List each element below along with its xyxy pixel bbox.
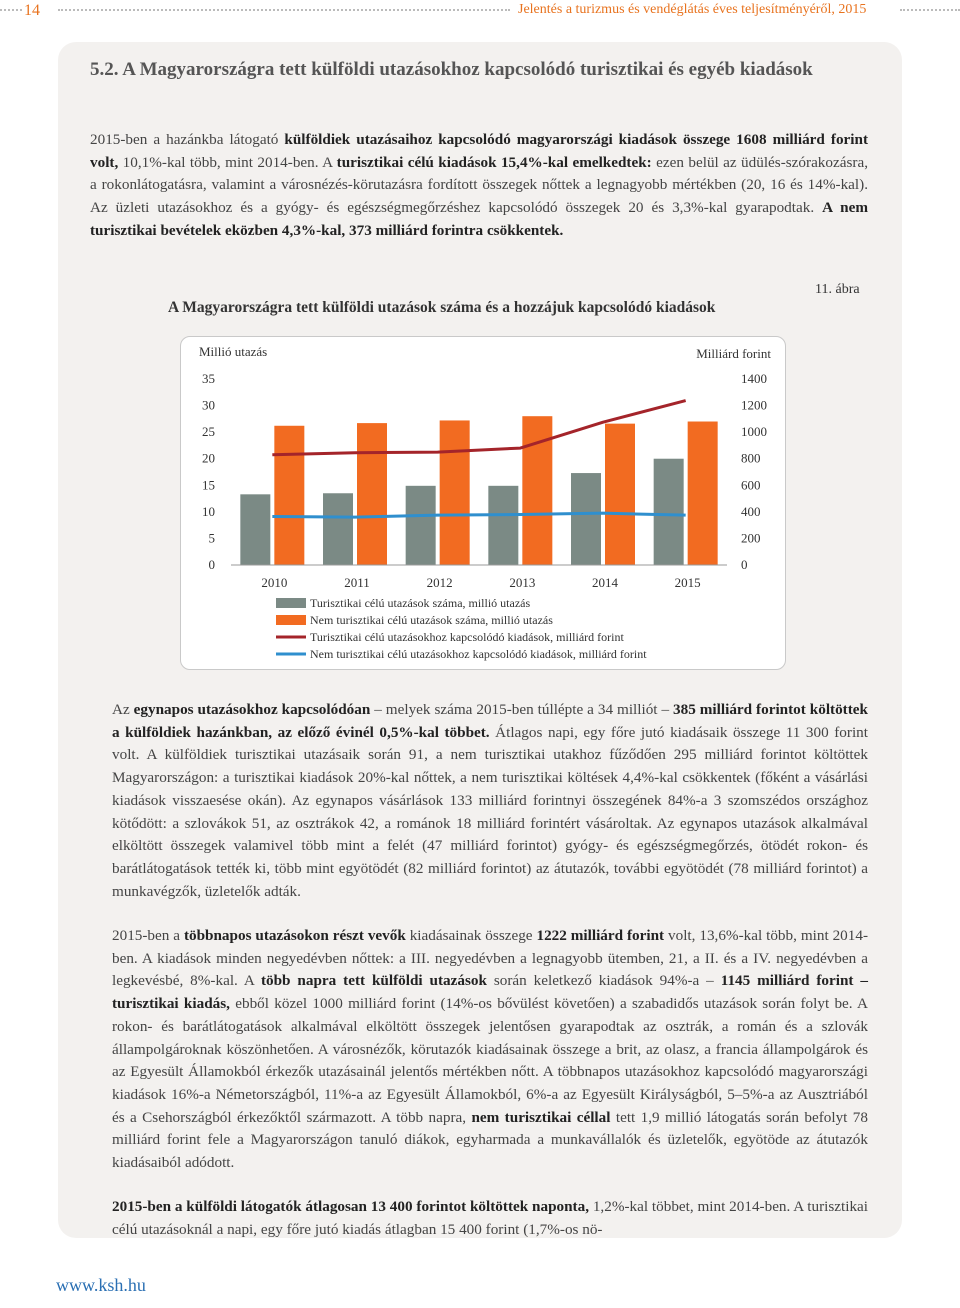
bar-tourist-trips: [488, 486, 518, 565]
y-left-tick-label: 35: [202, 371, 215, 386]
header-dots-right: [900, 9, 960, 11]
y-left-tick-label: 20: [202, 450, 215, 466]
x-tick-label: 2010: [261, 575, 288, 590]
section-title: 5.2. A Magyarországra tett külföldi utazásokhoz kapcsolódó turisztikai és egyéb kiadások: [90, 59, 813, 80]
y-axis-right-label: Milliárd forint: [696, 346, 771, 361]
y-right-tick-label: 1400: [741, 371, 767, 386]
bar-nontourist-trips: [440, 420, 470, 565]
y-left-tick-label: 0: [208, 557, 215, 572]
header-dots-middle: [58, 9, 510, 11]
running-title: Jelentés a turizmus és vendéglátás éves teljesítményéről, 2015: [518, 2, 867, 17]
intro-text-3: ezen belül az üdülés-szórakozásra, a rokonlátogatásra, valamint a városnézés-körutazásra fordított összegek nőttek a legnagyobb mértékben (20, 16 és 14%-kal). Az üzleti utazásokhoz és a gyógy- és egészségmegőrzéshez kapcsolódó összegek 20 és 3,3%-kal gyarapodtak.: [90, 153, 868, 217]
p2-bold-3: több napra tett külföldi utazások: [260, 972, 487, 990]
body-paragraph-2: [90, 925, 868, 1175]
body-paragraph-1: [90, 699, 868, 903]
legend-swatch-bar: [276, 615, 306, 625]
legend-label: Turisztikai célú utazásokhoz kapcsolódó kiadások, milliárd forint: [310, 630, 624, 644]
figure-title: A Magyarországra tett külföldi utazások száma és a hozzájuk kapcsolódó kiadások: [168, 299, 716, 316]
legend-label: Nem turisztikai célú utazások száma, millió utazás: [310, 613, 553, 627]
header-dots-left: [0, 9, 22, 11]
p1-text-1: Az: [112, 701, 134, 718]
p2-bold-1: többnapos utazásokon részt vevők: [183, 927, 406, 944]
body-paragraph-3: [90, 1196, 868, 1241]
p2-bold-2: 1222 milliárd forint: [536, 927, 665, 944]
chart-svg: [181, 337, 787, 671]
page-header: [0, 0, 960, 24]
y-left-tick-label: 30: [202, 397, 215, 413]
p2-bold-4: 1145 milliárd forint – turisztikai kiadás,: [112, 972, 868, 1013]
p2-bold-5: nem turisztikai céllal: [471, 1108, 611, 1126]
intro-text-1: 2015-ben a hazánkba látogató: [90, 131, 285, 148]
p2-text-5: ebből közel 1000 milliárd forint (14%-os bővülést követően) a szabadidős utazások során folyt be. A rokon- és barátlátogatások alkalmával elköltött összegek jelentősen gyarapodtak az osztrák, a román és a szlovák állampolgároknak köszönhetően. A városnézők, körutazók kiadásainak összege a brit, az olasz, a francia állampolgárok és az Egyesült Államokból érkezők utazásainál jelentős mértékben nőtt. A többnapos utazásokhoz kapcsolódó magyarországi kiadások 16%-a Németországból, 11%-a az Egyesült Államokból, 6%-a az Egyesült Királyságból, 5–5%-a az Ausztriából és a Csehországból érkezőktől származott. A több napra,: [112, 995, 868, 1126]
p2-text-2: kiadásainak összege: [405, 927, 537, 944]
bar-tourist-trips: [240, 494, 270, 565]
p2-text-6: tett 1,9 millió látogatás során befolyt 78 milliárd forint fele a Magyarországon tanuló diákok, egyharmada a munkavállalók és üzletelők, egyötöde az átutazók kiadásaiból adódott.: [112, 1108, 868, 1172]
intro-bold-2: turisztikai célú kiadások 15,4%-kal emelkedtek:: [336, 153, 652, 171]
p1-bold-2: 385 milliárd forintot költöttek a külföldiek hazánkban, az előző évinél 0,5%-kal többet.: [112, 701, 868, 741]
page-number: 14: [24, 2, 40, 19]
intro-text-2: 10,1%-kal több, mint 2014-ben. A: [118, 153, 337, 171]
y-right-tick-label: 0: [741, 557, 748, 572]
legend-label: Nem turisztikai célú utazásokhoz kapcsolódó kiadások, milliárd forint: [310, 647, 647, 661]
bar-nontourist-trips: [274, 426, 304, 565]
bar-tourist-trips: [654, 459, 684, 565]
bar-nontourist-trips: [357, 423, 387, 565]
y-right-tick-label: 800: [741, 450, 761, 466]
y-left-tick-label: 5: [208, 530, 215, 546]
intro-bold-3: A nem turisztikai bevételek eközben 4,3%-kal, 373 milliárd forintra csökkentek.: [90, 199, 868, 239]
x-tick-label: 2012: [426, 575, 453, 590]
chart-container: [180, 336, 786, 670]
intro-bold-1: külföldiek utazásaihoz kapcsolódó magyarországi kiadások összege 1608 milliárd forint volt,: [90, 131, 868, 171]
p2-text-3: volt, 13,6%-kal több, mint 2014-ben. A kiadások minden negyedévben nőttek: a III. negyedévben a legnagyobb ütemben, 21, a II. és a IV. negyedévben a legkevésbé, 8%-kal. A: [112, 927, 869, 990]
y-left-tick-label: 25: [202, 424, 215, 440]
legend-swatch-bar: [276, 598, 306, 608]
y-axis-left-label: Millió utazás: [199, 344, 268, 359]
intro-paragraph: [90, 129, 868, 243]
bar-nontourist-trips: [605, 424, 635, 565]
bar-tourist-trips: [571, 473, 601, 565]
y-right-tick-label: 1000: [741, 424, 767, 440]
y-right-tick-label: 1200: [741, 397, 767, 413]
y-left-tick-label: 10: [202, 503, 215, 519]
p2-text-1: 2015-ben a: [112, 927, 184, 944]
bar-tourist-trips: [406, 486, 436, 565]
p3-bold-1: 2015-ben a külföldi látogatók átlagosan 13 400 forintot költöttek naponta,: [112, 1198, 590, 1215]
y-right-tick-label: 600: [741, 477, 761, 493]
footer-site-link[interactable]: www.ksh.hu: [56, 1275, 146, 1295]
y-right-tick-label: 400: [741, 503, 761, 519]
x-tick-label: 2014: [592, 575, 618, 590]
p1-text-3: Átlagos napi, egy főre jutó kiadásaik összege 11 300 forint volt. A külföldiek turisztikai utazásaik során 91, a nem turisztikai utakhoz fűződően 295 milliárd forintot költöttek Magyarországon: a turisztikai kiadások 20%-kal nőttek, a nem turisztikai költések 4,4%-kal csökkentek (főként a vásárlási kiadások visszaesése okán). Az egynapos vásárlások 133 milliárd forintnyi összegének 84%-a 3 szomszédos országhoz kötődött: a szlovákok 51, az osztrákok 42, a románok 18 milliárd forintért vásároltak. Az egynapos utazások alkalmával elköltött összegek valamivel több mint a felét (47 milliárd forintot) gyógy- és egészségmegőrzés, ötödét rokon- és barátlátogatások tették ki, több mint egyötödét (82 milliárd forintot) az átutazók, további egyötödét (78 milliárd forintot) a munkavégzők, üzletelők adták.: [112, 723, 868, 900]
x-tick-label: 2013: [509, 575, 536, 590]
p1-text-2: – melyek száma 2015-ben túllépte a 34 milliót –: [370, 701, 674, 718]
p2-text-4: során keletkező kiadások 94%-a –: [486, 972, 721, 990]
bar-nontourist-trips: [688, 422, 718, 565]
p3-text-1: 1,2%-kal többet, mint 2014-ben. A turisztikai célú utazásoknál a napi, egy főre jutó kiadás átlagban 15 400 forint (1,7%-os nö-: [112, 1198, 868, 1238]
legend-label: Turisztikai célú utazások száma, millió utazás: [310, 596, 531, 610]
x-tick-label: 2015: [674, 575, 701, 590]
figure-number: 11. ábra: [815, 282, 860, 297]
p1-bold-1: egynapos utazásokhoz kapcsolódóan: [133, 701, 371, 718]
y-right-tick-label: 200: [741, 530, 761, 546]
y-left-tick-label: 15: [202, 477, 215, 493]
bar-tourist-trips: [323, 493, 353, 565]
x-tick-label: 2011: [344, 575, 370, 590]
